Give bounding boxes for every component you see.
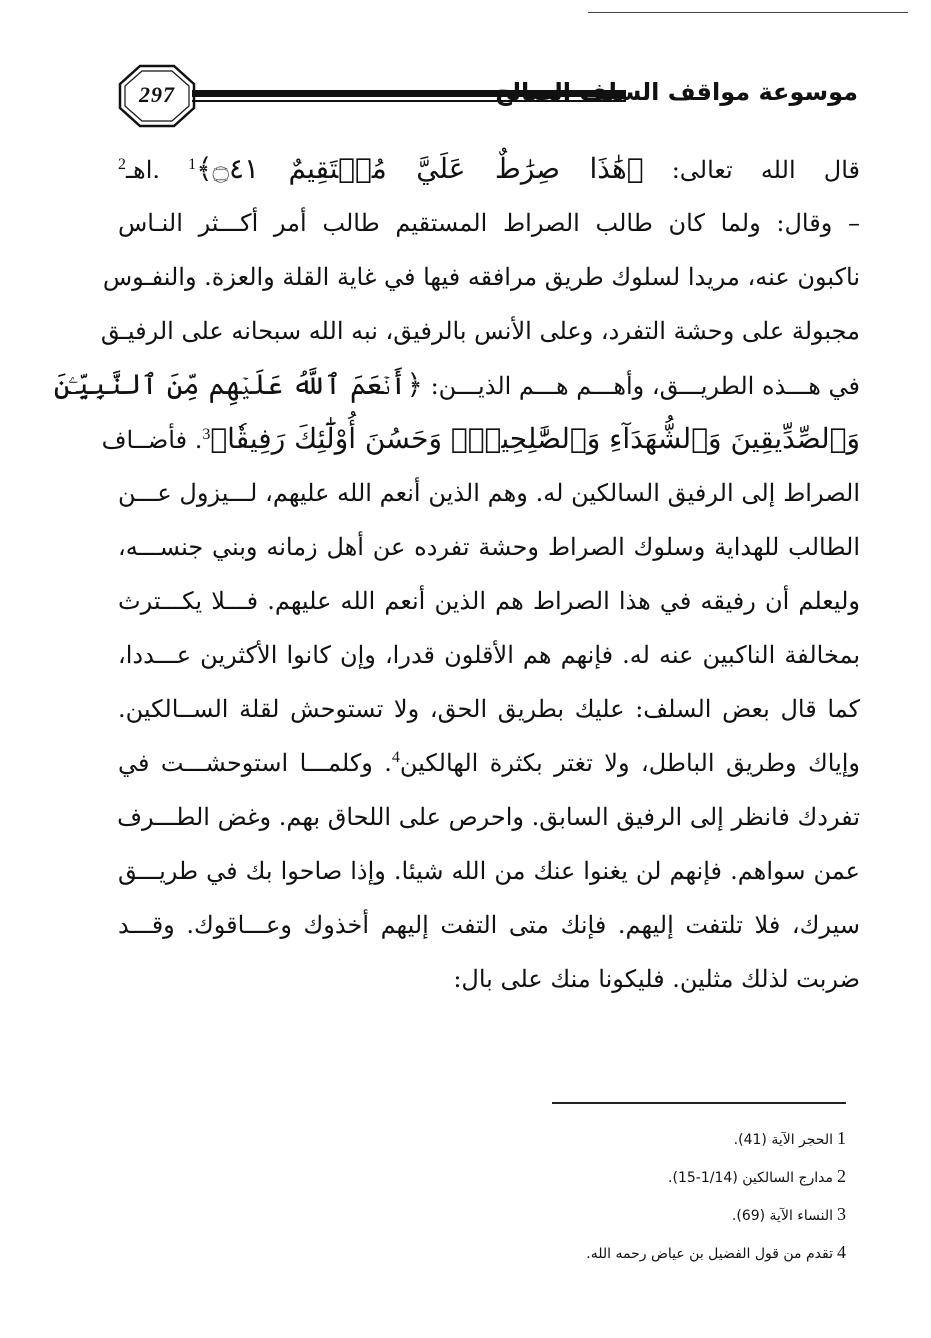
footnote-ref: 2 [118,156,126,173]
body-text: في هـــذه الطريـــق، وأهـــم هـــم الذيـــن: [422,372,860,400]
body-text: الصراط إلى الرفيق السالكين له. وهم الذين أنعم الله عليهم، لـــيزول عـــن [118,479,860,507]
text-line [118,142,860,196]
footnote-ref: 3 [202,426,211,443]
text-line [102,250,860,304]
body-text: بمخالفة الناكبين عنه له. فإنهم هم الأقلون قدرا، وإن كانوا الأكثرين عـــددا، [118,641,860,669]
footnote-text: النساء الآية (69). [731,1208,833,1224]
body-text: .اهـ [126,156,189,184]
footnote-ref: 1 [188,156,197,173]
text-line [118,520,860,574]
body-text: وإياك وطريق الباطل، ولا تغتر بكثرة الهالكين [399,749,861,777]
footnote-item [500,1234,846,1272]
body-text: ناكبون عنه، مريدا لسلوك طريق مرافقه فيها في غاية القلة والعزة. والنفـوس [102,263,860,291]
text-line [118,952,860,1006]
top-scan-rule [588,12,908,13]
body-text: قال الله تعالى: [643,156,860,184]
footnote-item [500,1120,846,1158]
body-text: . فأضــاف [101,426,203,454]
body-text: وليعلم أن رفيقه في هذا الصراط هم الذين أنعم الله عليهم. فـــلا يكـــترث [118,587,860,615]
quran-verse: ﴿هَٰذَا صِرَٰطٌ عَلَيَّ مُسۡتَقِيمٌ ۝٤١﴾ [196,152,644,185]
text-line [118,898,860,952]
body-text: كما قال بعض السلف: عليك بطريق الحق، ولا تستوحش لقلة الســالكين. [118,695,860,723]
footnote-item [500,1158,846,1196]
quran-verse: وَٱلصِّدِّيقِينَ وَٱلشُّهَدَآءِ وَٱلصَّٰلِحِينَۚ وَحَسُنَ أُوْلَٰٓئِكَ رَفِيقٗا﴾ [210,422,860,455]
text-line [101,412,860,466]
text-line [53,358,860,412]
body-text: تفردك فانظر إلى الرفيق السابق. واحرص على اللحاق بهم. وغض الطـــرف [117,803,860,831]
text-line [118,736,860,790]
footnote-number: 4 [837,1242,846,1262]
quran-verse: ﴿أَنۡعَمَ ٱللَّهُ عَلَيۡهِم مِّنَ ٱلنَّبِيِّـۧنَ [53,368,423,401]
text-line [118,628,860,682]
footnote-number: 1 [837,1128,846,1148]
body-text: ضربت لذلك مثلين. فليكونا منك على بال: [453,965,860,993]
body-text: عمن سواهم. فإنهم لن يغنوا عنك من الله شيئا. وإذا صاحوا بك في طريـــق [118,857,860,885]
book-title: موسوعة مواقف السلف الصالح [494,78,858,106]
body-text: . وكلمـــا استوحشـــت في [118,749,392,777]
body-text: مجبولة على وحشة التفرد، وعلى الأنس بالرفيق، نبه الله سبحانه على الرفيـق [100,317,860,345]
footnote-text: الحجر الآية (41). [733,1132,833,1148]
text-line [118,682,860,736]
body-text: – وقال: ولما كان طالب الصراط المستقيم طالب أمر أكـــثر النـاس [118,209,860,237]
footnote-number: 2 [837,1166,846,1186]
text-line [118,844,860,898]
footnote-ref: 4 [391,749,400,766]
footnote-number: 3 [837,1204,846,1224]
text-line [118,466,860,520]
text-line [118,790,860,844]
footnote-item [500,1196,846,1234]
page-number-badge [118,64,196,128]
body-text: سيرك، فلا تلتفت إليهم. فإنك متى التفت إليهم أخذوك وعـــاقوك. وقـــد [118,911,860,939]
text-line [118,574,860,628]
footnote-text: تقدم من قول الفضيل بن عياض رحمه الله. [586,1246,833,1262]
body-text: الطالب للهداية وسلوك الصراط وحشة تفرده عن أهل زمانه وبني جنســـه، [118,533,860,561]
footnote-text: مدارج السالكين (1/14-15). [668,1170,833,1186]
footnote-separator [552,1102,846,1104]
main-text-block [53,142,861,1006]
text-line [118,196,860,250]
page-number: 297 [139,82,175,107]
page-header [118,64,858,128]
text-line [100,304,860,358]
footnotes [500,1120,846,1272]
